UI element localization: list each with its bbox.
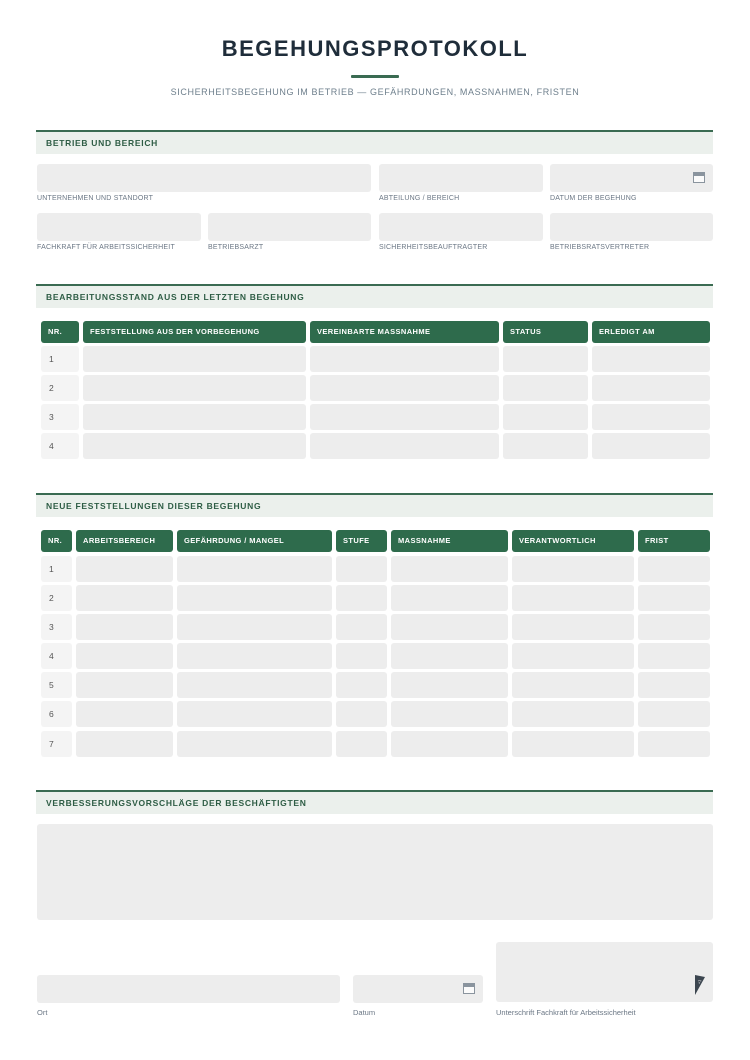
signature-label: Unterschrift Fachkraft für Arbeitssicherheit	[496, 1008, 636, 1017]
stand-row-3-status[interactable]	[503, 404, 588, 430]
stand-row-2-massnahme[interactable]	[310, 375, 499, 401]
unternehmen-field[interactable]	[37, 164, 371, 192]
fachkraft-field[interactable]	[37, 213, 201, 241]
stand-col-nr: NR.	[41, 321, 79, 343]
neu-row-4-gefaehrdung[interactable]	[177, 643, 332, 669]
datum-field[interactable]	[353, 975, 483, 1003]
neu-row-7-nr: 7	[41, 731, 72, 757]
stand-row-4-feststellung[interactable]	[83, 433, 306, 459]
neu-row-2-arbeitsbereich[interactable]	[76, 585, 173, 611]
stand-row-1-feststellung[interactable]	[83, 346, 306, 372]
neu-row-5-stufe[interactable]	[336, 672, 387, 698]
section-neu-title: NEUE FESTSTELLUNGEN DIESER BEGEHUNG	[46, 501, 262, 511]
neu-col-verantwortlich: VERANTWORTLICH	[512, 530, 634, 552]
section-betrieb-header	[36, 130, 713, 154]
pen-nib-icon	[691, 974, 707, 996]
neu-row-6-gefaehrdung[interactable]	[177, 701, 332, 727]
neu-row-1-arbeitsbereich[interactable]	[76, 556, 173, 582]
abteilung-label: ABTEILUNG / BEREICH	[379, 195, 460, 202]
stand-row-3-erledigt[interactable]	[592, 404, 710, 430]
neu-col-gefaehrdung: GEFÄHRDUNG / MANGEL	[177, 530, 332, 552]
neu-row-1-massnahme[interactable]	[391, 556, 508, 582]
section-stand-title: BEARBEITUNGSSTAND AUS DER LETZTEN BEGEHUNG	[46, 292, 305, 302]
stand-row-4-massnahme[interactable]	[310, 433, 499, 459]
calendar-icon[interactable]	[463, 983, 475, 994]
neu-row-6-nr: 6	[41, 701, 72, 727]
signature-field[interactable]	[496, 942, 713, 1002]
neu-row-5-massnahme[interactable]	[391, 672, 508, 698]
neu-row-5-gefaehrdung[interactable]	[177, 672, 332, 698]
neu-row-3-nr: 3	[41, 614, 72, 640]
stand-row-1-massnahme[interactable]	[310, 346, 499, 372]
neu-row-3-verantwortlich[interactable]	[512, 614, 634, 640]
neu-row-1-verantwortlich[interactable]	[512, 556, 634, 582]
stand-col-erledigt: ERLEDIGT AM	[592, 321, 710, 343]
neu-row-4-stufe[interactable]	[336, 643, 387, 669]
stand-row-3-feststellung[interactable]	[83, 404, 306, 430]
neu-row-1-frist[interactable]	[638, 556, 710, 582]
ort-label: Ort	[37, 1008, 48, 1017]
neu-row-1-stufe[interactable]	[336, 556, 387, 582]
neu-row-4-arbeitsbereich[interactable]	[76, 643, 173, 669]
neu-row-3-massnahme[interactable]	[391, 614, 508, 640]
neu-col-stufe: STUFE	[336, 530, 387, 552]
stand-row-2-feststellung[interactable]	[83, 375, 306, 401]
neu-row-5-frist[interactable]	[638, 672, 710, 698]
page-subtitle: SICHERHEITSBEGEHUNG IM BETRIEB — GEFÄHRDUNGEN, MASSNAHMEN, FRISTEN	[170, 87, 580, 97]
stand-row-3-massnahme[interactable]	[310, 404, 499, 430]
neu-row-2-massnahme[interactable]	[391, 585, 508, 611]
stand-row-3-nr: 3	[41, 404, 79, 430]
ort-field[interactable]	[37, 975, 340, 1003]
datum-begehung-label: DATUM DER BEGEHUNG	[550, 195, 637, 202]
neu-row-3-arbeitsbereich[interactable]	[76, 614, 173, 640]
stand-row-1-status[interactable]	[503, 346, 588, 372]
neu-row-5-verantwortlich[interactable]	[512, 672, 634, 698]
section-stand-header	[36, 284, 713, 308]
stand-col-feststellung: FESTSTELLUNG AUS DER VORBEGEHUNG	[83, 321, 306, 343]
neu-row-7-stufe[interactable]	[336, 731, 387, 757]
stand-row-4-status[interactable]	[503, 433, 588, 459]
unternehmen-label: UNTERNEHMEN UND STANDORT	[37, 195, 154, 202]
neu-row-7-verantwortlich[interactable]	[512, 731, 634, 757]
neu-row-1-gefaehrdung[interactable]	[177, 556, 332, 582]
neu-row-4-frist[interactable]	[638, 643, 710, 669]
stand-row-2-status[interactable]	[503, 375, 588, 401]
datum-label: Datum	[353, 1008, 376, 1017]
section-betrieb-title: BETRIEB UND BEREICH	[46, 138, 159, 148]
stand-row-1-nr: 1	[41, 346, 79, 372]
stand-row-2-erledigt[interactable]	[592, 375, 710, 401]
neu-row-6-arbeitsbereich[interactable]	[76, 701, 173, 727]
neu-row-3-stufe[interactable]	[336, 614, 387, 640]
neu-row-2-stufe[interactable]	[336, 585, 387, 611]
page-title: BEGEHUNGSPROTOKOLL	[221, 36, 529, 61]
neu-row-5-arbeitsbereich[interactable]	[76, 672, 173, 698]
neu-row-6-stufe[interactable]	[336, 701, 387, 727]
betriebsarzt-label: BETRIEBSARZT	[208, 244, 264, 251]
betriebsrat-label: BETRIEBSRATSVERTRETER	[550, 244, 650, 251]
calendar-icon[interactable]	[693, 172, 705, 183]
neu-row-4-verantwortlich[interactable]	[512, 643, 634, 669]
sicherheitsbeauftragter-label: SICHERHEITSBEAUFTRAGTER	[379, 244, 488, 251]
neu-col-nr: NR.	[41, 530, 72, 552]
neu-row-7-arbeitsbereich[interactable]	[76, 731, 173, 757]
neu-row-2-frist[interactable]	[638, 585, 710, 611]
neu-row-7-massnahme[interactable]	[391, 731, 508, 757]
neu-row-2-verantwortlich[interactable]	[512, 585, 634, 611]
betriebsarzt-field[interactable]	[208, 213, 371, 241]
stand-row-1-erledigt[interactable]	[592, 346, 710, 372]
section-neu-header	[36, 493, 713, 517]
neu-row-4-massnahme[interactable]	[391, 643, 508, 669]
neu-row-2-nr: 2	[41, 585, 72, 611]
neu-row-3-gefaehrdung[interactable]	[177, 614, 332, 640]
stand-col-status: STATUS	[503, 321, 588, 343]
neu-col-frist: FRIST	[638, 530, 710, 552]
section-vorschlaege-header	[36, 790, 713, 814]
stand-col-massnahme: VEREINBARTE MASSNAHME	[310, 321, 499, 343]
neu-row-6-verantwortlich[interactable]	[512, 701, 634, 727]
neu-row-7-frist[interactable]	[638, 731, 710, 757]
neu-row-5-nr: 5	[41, 672, 72, 698]
stand-row-4-nr: 4	[41, 433, 79, 459]
abteilung-field[interactable]	[379, 164, 543, 192]
sicherheitsbeauftragter-field[interactable]	[379, 213, 543, 241]
neu-row-4-nr: 4	[41, 643, 72, 669]
stand-row-4-erledigt[interactable]	[592, 433, 710, 459]
title-divider	[351, 75, 399, 78]
section-vorschlaege-title: VERBESSERUNGSVORSCHLÄGE DER BESCHÄFTIGTEN	[46, 798, 307, 808]
neu-row-3-frist[interactable]	[638, 614, 710, 640]
betriebsrat-field[interactable]	[550, 213, 713, 241]
fachkraft-label: FACHKRAFT FÜR ARBEITSSICHERHEIT	[37, 244, 175, 251]
neu-col-arbeitsbereich: ARBEITSBEREICH	[76, 530, 173, 552]
vorschlaege-textarea[interactable]	[37, 824, 713, 920]
neu-row-2-gefaehrdung[interactable]	[177, 585, 332, 611]
neu-row-7-gefaehrdung[interactable]	[177, 731, 332, 757]
datum-begehung-field[interactable]	[550, 164, 713, 192]
neu-row-6-frist[interactable]	[638, 701, 710, 727]
neu-row-6-massnahme[interactable]	[391, 701, 508, 727]
neu-col-massnahme: MASSNAHME	[391, 530, 508, 552]
neu-row-1-nr: 1	[41, 556, 72, 582]
stand-row-2-nr: 2	[41, 375, 79, 401]
